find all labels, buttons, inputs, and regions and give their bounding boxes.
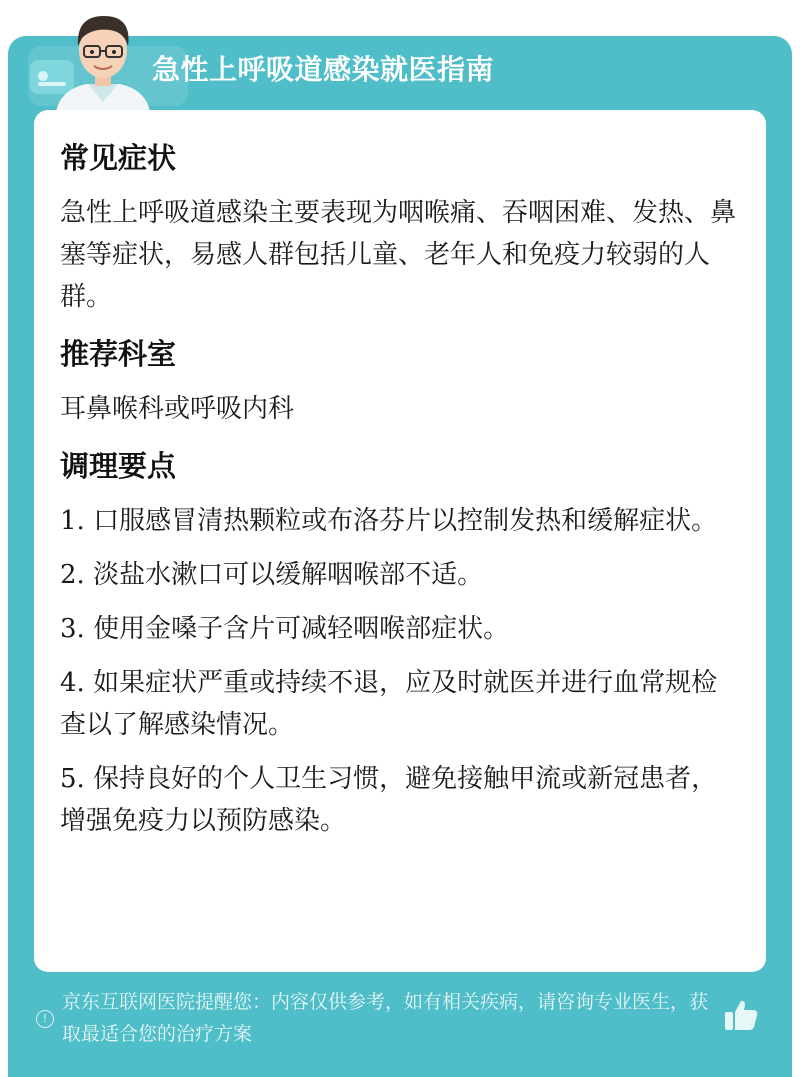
section-heading-department: 推荐科室 (60, 337, 177, 371)
doctor-avatar (48, 6, 158, 112)
care-list-item: 4. 如果症状严重或持续不退，应及时就医并进行血常规检查以了解感染情况。 (60, 668, 718, 740)
care-list-item: 2. 淡盐水漱口可以缓解咽喉部不适。 (60, 560, 484, 590)
department-text: 耳鼻喉科或呼吸内科 (60, 394, 295, 424)
care-list-item: 3. 使用金嗓子含片可减轻咽喉部症状。 (60, 614, 510, 644)
care-list-item: 5. 保持良好的个人卫生习惯，避免接触甲流或新冠患者，增强免疫力以预防感染。 (60, 764, 718, 836)
page-title: 急性上呼吸道感染就医指南 (152, 53, 495, 86)
care-list-item: 1. 口服感冒清热颗粒或布洛芬片以控制发热和缓解症状。 (60, 506, 718, 536)
thumbs-up-icon[interactable] (722, 996, 760, 1034)
section-heading-care: 调理要点 (60, 449, 177, 483)
disclaimer-text: 京东互联网医院提醒您：内容仅供参考，如有相关疾病，请咨询专业医生，获取最适合您的治疗方案 (62, 991, 709, 1045)
info-icon: ! (36, 1010, 54, 1028)
symptoms-text: 急性上呼吸道感染主要表现为咽喉痛、吞咽困难、发热、鼻塞等症状，易感人群包括儿童、老年人和免疫力较弱的人群。 (60, 198, 737, 312)
section-heading-symptoms: 常见症状 (60, 141, 177, 175)
content-card (34, 110, 766, 972)
